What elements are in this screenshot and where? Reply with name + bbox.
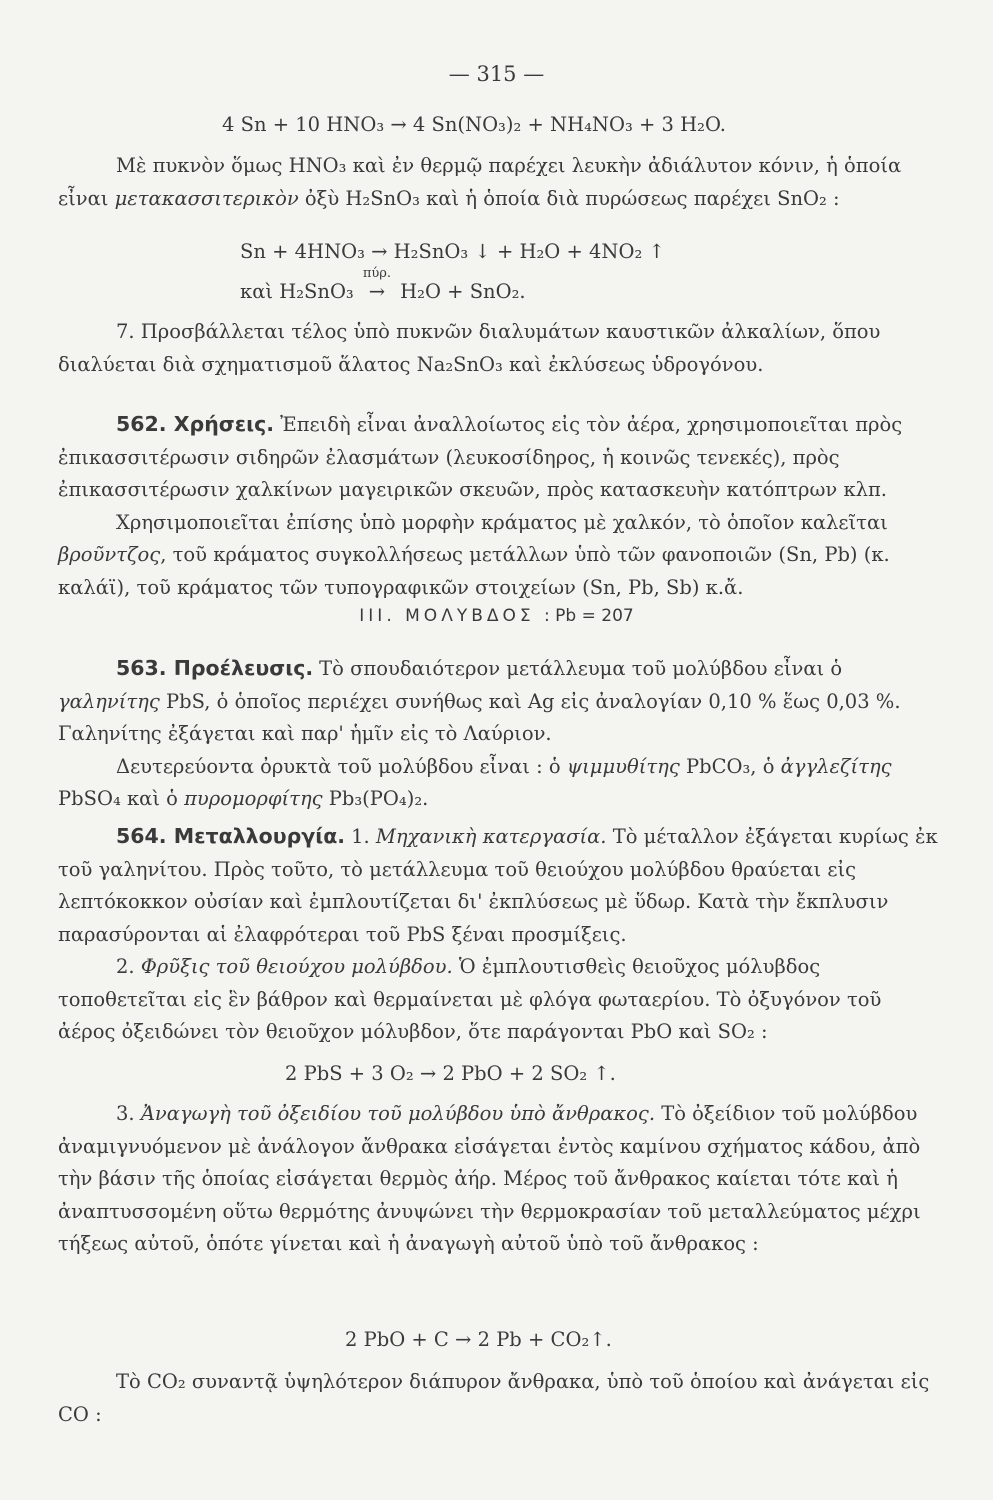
text-run: 7. Προσβάλλεται τέλος ὑπὸ πυκνῶν διαλυμάτων καυστικῶν ἀλκαλίων, ὅπου διαλύεται διὰ σχηματισμοῦ ἅλατος Na₂SnO₃ καὶ ἐκλύσεως ὑδρογόνου. [58,320,881,376]
section-heading: 562. Χρήσεις. [116,412,275,436]
italic-term: μετακασσιτερικὸν [114,186,299,210]
section-numeral: III. [359,606,396,626]
text-run: Τὸ ὀξείδιον τοῦ μολύβδου ἀναμιγνυόμενον μὲ ἀνάλογον ἄνθρακα εἰσάγεται ἐντὸς καμίνου σχήματος κάδου, ἀπὸ τὴν βάσιν τῆς ὁποίας εἰσάγεται θερμὸς ἀήρ. Μέρος τοῦ ἄνθρακος καίεται τότε καὶ ἡ ἀναπτυσσομένη οὕτω θερμότης ἀνυψώνει τὴν θερμοκρασίαν τοῦ μεταλλεύματος μέχρι τήξεως αὐτοῦ, ὁπότε γίνεται καὶ ἡ ἀναγωγὴ αὐτοῦ ὑπὸ τοῦ ἄνθρακος : [58,1102,921,1255]
equation-right: H₂O + SnO₂. [400,280,526,303]
section-formula: : Pb = 207 [544,606,634,626]
equation-tin-nitric-concentrated: Sn + 4HNO₃ → H₂SnO₃ ↓ + H₂O + 4NO₂ ↑ [240,240,665,263]
page-number: — 315 — [448,62,545,86]
text-run: Ἐπειδὴ εἶναι ἀναλλοίωτος εἰς τὸν ἀέρα, χρησιμοποιεῖται πρὸς ἐπικασσιτέρωσιν σιδηρῶν ἐλασμάτων (λευκοσίδηρος, ἡ κοινῶς τενεκές), πρὸς ἐπικασσιτέρωσιν χαλκίνων μαγειρικῶν σκευῶν, πρὸς κατασκευὴν κατόπτρων κλπ. [58,413,903,501]
text-run: Δευτερεύοντα ὀρυκτὰ τοῦ μολύβδου εἶναι : ὁ [116,754,567,778]
equation-tin-nitric-dilute: 4 Sn + 10 HNO₃ → 4 Sn(NO₃)₂ + NH₄NO₃ + 3 H₂O. [222,113,726,136]
text-run: PbCO₃, ὁ [679,754,781,778]
italic-term: ψιμμυθίτης [566,754,680,778]
text-run: Ὁ ἐμπλουτισθεὶς θειοῦχος μόλυβδος τοποθετεῖται εἰς ἓν βάθρον καὶ θερμαίνεται μὲ φλόγα φωταερίου. Τὸ ὀξυγόνον τοῦ ἀέρος ὀξειδώνει τὸν θειοῦχον μόλυβδον, ὅτε παράγονται PbO καὶ SO₂ : [58,955,882,1043]
section-title-text: ΜΟΛΥΒΔΟΣ [405,606,535,626]
paragraph-co2 [58,1366,938,1431]
section-heading: 563. Προέλευσις. [116,656,314,680]
equation-calcination [240,266,526,303]
text-run: PbSO₄ καὶ ὁ [58,787,185,810]
section-563-origin [58,652,938,816]
text-run: PbS, ὁ ὁποῖος περιέχει συνήθως καὶ Ag εἰς ἀναλογίαν 0,10 % ἕως 0,03 %. Γαληνίτης ἐξάγεται καὶ παρ' ἡμῖν εἰς τὸ Λαύριον. [58,689,901,745]
section-564-metallurgy [58,820,938,1049]
item-number: 2. [116,955,141,978]
italic-term: πυρομορφίτης [184,787,323,810]
text-run: Μὲ πυκνὸν ὅμως HNO₃ καὶ ἐν θερμῷ παρέχει λευκὴν ἀδιάλυτον κόνιν, ἡ ὁποία εἶναι [58,154,902,210]
arrow-label: πύρ. [362,266,392,281]
text-run: Τὸ σπουδαιότερον μετάλλευμα τοῦ μολύβδου εἶναι ὁ [319,657,843,680]
text-run: , τοῦ κράματος συγκολλήσεως μετάλλων ὑπὸ τῶν φανοποιῶν (Sn, Pb) (κ. καλάϊ), τοῦ κράματος τῶν τυπογραφικῶν στοιχείων (Sn, Pb, Sb) κ.ἄ. [58,543,890,599]
section-562-uses [58,408,938,604]
paragraph-concentrated-nitric [58,150,938,215]
italic-term: βροῦντζος [58,543,161,566]
text-run: Τὸ CO₂ συναντᾷ ὑψηλότερον διάπυρον ἄνθρακα, ὑπὸ τοῦ ὁποίου καὶ ἀνάγεται εἰς CO : [58,1370,930,1426]
italic-term: Φρῦξις τοῦ θειούχου μολύβδου. [140,955,453,978]
section-heading: 564. Μεταλλουργία. [116,824,346,848]
text-run: ὀξὺ H₂SnO₃ καὶ ἡ ὁποία διὰ πυρώσεως παρέχει SnO₂ : [298,186,840,210]
italic-term: Μηχανικὴ κατεργασία. [375,825,607,848]
italic-term: γαληνίτης [58,689,160,713]
item-7-paragraph [58,316,938,381]
item-number: 3. [116,1102,141,1125]
reaction-arrow [360,266,394,303]
item-number: 1. [351,825,376,848]
arrow-symbol: → [368,280,386,303]
text-run: Pb₃(PO₄)₂. [322,787,429,810]
italic-term: Ἀναγωγὴ τοῦ ὀξειδίου τοῦ μολύβδου ὑπὸ ἄνθρακος. [140,1102,656,1125]
equation-left: καὶ H₂SnO₃ [240,280,354,303]
text-run: Χρησιμοποιεῖται ἐπίσης ὑπὸ μορφὴν κράματος μὲ χαλκόν, τὸ ὁποῖον καλεῖται [116,510,888,534]
item-3-reduction [58,1098,938,1261]
equation-reduction: 2 PbO + C → 2 Pb + CO₂↑. [345,1328,612,1351]
section-title-lead [0,606,993,626]
italic-term: ἀγγλεζίτης [780,754,892,778]
text-run: Τὸ μέταλλον ἐξάγεται κυρίως ἐκ τοῦ γαληνίτου. Πρὸς τοῦτο, τὸ μετάλλευμα τοῦ θειούχου μολύβδου θραύεται εἰς λεπτόκοκκον οὐσίαν καὶ ἐμπλουτίζεται δι' ἐκπλύσεως μὲ ὕδωρ. Κατὰ τὴν ἔκπλυσιν παρασύρονται αἱ ἐλαφρότεραι τοῦ PbS ξέναι προσμίξεις. [58,825,938,946]
equation-roasting: 2 PbS + 3 O₂ → 2 PbO + 2 SO₂ ↑. [285,1062,616,1085]
